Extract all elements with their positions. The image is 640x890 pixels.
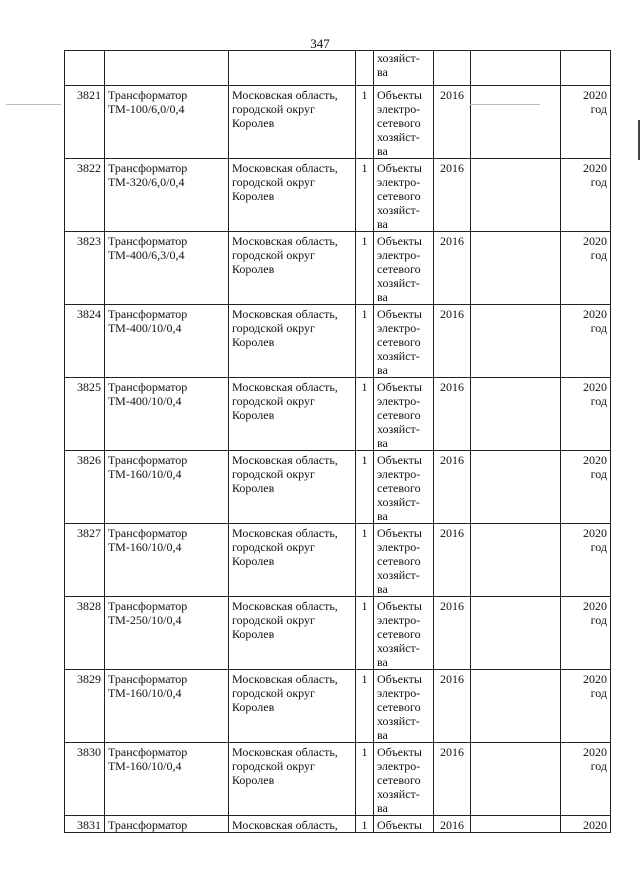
cell-qty: 1 (356, 816, 374, 833)
table-row (65, 232, 611, 305)
table-row (65, 597, 611, 670)
cell-empty (471, 378, 561, 451)
scan-mark (6, 104, 61, 105)
cell-qty: 1 (356, 232, 374, 305)
cell-plan: 2020 год (561, 451, 611, 524)
cell-num (65, 51, 105, 86)
cell-qty: 1 (356, 86, 374, 159)
cell-plan: 2020 год (561, 597, 611, 670)
cell-location: Московская область, городской округ Королев (229, 305, 356, 378)
cell-num: 3821 (65, 86, 105, 159)
cell-type: Объекты электро- сетевого хозяйст- ва (374, 743, 434, 816)
cell-num: 3823 (65, 232, 105, 305)
cell-location: Московская область, городской округ Королев (229, 670, 356, 743)
table-row-continuation (65, 51, 611, 86)
cell-num: 3828 (65, 597, 105, 670)
cell-qty: 1 (356, 451, 374, 524)
cell-type: Объекты электро- сетевого хозяйст- ва (374, 378, 434, 451)
table-row (65, 670, 611, 743)
table-row (65, 524, 611, 597)
cell-location: Московская область, городской округ Королев (229, 597, 356, 670)
table-row (65, 305, 611, 378)
cell-type: Объекты электро- сетевого хозяйст- ва (374, 597, 434, 670)
cell-name: Трансформатор ТМ-320/6,0/0,4 (105, 159, 229, 232)
cell-type: Объекты электро- сетевого хозяйст- ва (374, 524, 434, 597)
cell-plan: 2020 год (561, 86, 611, 159)
registry-table (64, 50, 611, 833)
cell-year (434, 51, 471, 86)
cell-empty (471, 86, 561, 159)
cell-type: Объекты (374, 816, 434, 833)
cell-num: 3829 (65, 670, 105, 743)
cell-year: 2016 (434, 451, 471, 524)
cell-empty (471, 816, 561, 833)
cell-name: Трансформатор ТМ-100/6,0/0,4 (105, 86, 229, 159)
cell-num: 3831 (65, 816, 105, 833)
cell-qty: 1 (356, 524, 374, 597)
cell-name: Трансформатор ТМ-400/10/0,4 (105, 305, 229, 378)
cell-type: Объекты электро- сетевого хозяйст- ва (374, 232, 434, 305)
cell-qty: 1 (356, 597, 374, 670)
cell-name: Трансформатор ТМ-160/10/0,4 (105, 451, 229, 524)
cell-empty (471, 51, 561, 86)
cell-name: Трансформатор ТМ-400/6,3/0,4 (105, 232, 229, 305)
table-row (65, 451, 611, 524)
cell-year: 2016 (434, 524, 471, 597)
cell-type: хозяйст- ва (374, 51, 434, 86)
cell-plan: 2020 год (561, 524, 611, 597)
cell-num: 3825 (65, 378, 105, 451)
cell-year: 2016 (434, 378, 471, 451)
cell-qty: 1 (356, 670, 374, 743)
cell-location: Московская область, городской округ Королев (229, 232, 356, 305)
cell-year: 2016 (434, 159, 471, 232)
cell-qty: 1 (356, 305, 374, 378)
cell-empty (471, 524, 561, 597)
cell-year: 2016 (434, 305, 471, 378)
cell-qty: 1 (356, 378, 374, 451)
cell-num: 3830 (65, 743, 105, 816)
cell-location (229, 51, 356, 86)
cell-name: Трансформатор ТМ-160/10/0,4 (105, 743, 229, 816)
cell-type: Объекты электро- сетевого хозяйст- ва (374, 305, 434, 378)
cell-type: Объекты электро- сетевого хозяйст- ва (374, 159, 434, 232)
table-row (65, 378, 611, 451)
cell-plan: 2020 год (561, 743, 611, 816)
cell-plan: 2020 год (561, 378, 611, 451)
cell-empty (471, 159, 561, 232)
cell-name (105, 51, 229, 86)
cell-plan: 2020 год (561, 670, 611, 743)
cell-location: Московская область, городской округ Королев (229, 86, 356, 159)
scan-mark (470, 104, 540, 105)
cell-num: 3824 (65, 305, 105, 378)
cell-location: Московская область, городской округ Королев (229, 524, 356, 597)
table-row (65, 86, 611, 159)
cell-location: Московская область, городской округ Королев (229, 378, 356, 451)
table-row (65, 816, 611, 833)
cell-name: Трансформатор ТМ-250/10/0,4 (105, 597, 229, 670)
cell-plan (561, 51, 611, 86)
cell-empty (471, 597, 561, 670)
cell-plan: 2020 год (561, 232, 611, 305)
registry-table-body (65, 51, 611, 833)
cell-qty (356, 51, 374, 86)
cell-year: 2016 (434, 743, 471, 816)
cell-location: Московская область, (229, 816, 356, 833)
cell-empty (471, 670, 561, 743)
cell-plan: 2020 год (561, 305, 611, 378)
cell-type: Объекты электро- сетевого хозяйст- ва (374, 86, 434, 159)
cell-type: Объекты электро- сетевого хозяйст- ва (374, 670, 434, 743)
cell-qty: 1 (356, 159, 374, 232)
cell-year: 2016 (434, 670, 471, 743)
cell-name: Трансформатор ТМ-400/10/0,4 (105, 378, 229, 451)
cell-location: Московская область, городской округ Королев (229, 451, 356, 524)
cell-empty (471, 743, 561, 816)
table-row (65, 159, 611, 232)
cell-num: 3822 (65, 159, 105, 232)
cell-empty (471, 305, 561, 378)
cell-name: Трансформатор (105, 816, 229, 833)
cell-plan: 2020 (561, 816, 611, 833)
cell-plan: 2020 год (561, 159, 611, 232)
cell-location: Московская область, городской округ Королев (229, 743, 356, 816)
cell-type: Объекты электро- сетевого хозяйст- ва (374, 451, 434, 524)
cell-year: 2016 (434, 597, 471, 670)
cell-year: 2016 (434, 86, 471, 159)
cell-empty (471, 232, 561, 305)
cell-empty (471, 451, 561, 524)
cell-qty: 1 (356, 743, 374, 816)
cell-name: Трансформатор ТМ-160/10/0,4 (105, 524, 229, 597)
cell-location: Московская область, городской округ Королев (229, 159, 356, 232)
cell-name: Трансформатор ТМ-160/10/0,4 (105, 670, 229, 743)
page-number: 347 (310, 36, 330, 51)
cell-num: 3827 (65, 524, 105, 597)
cell-num: 3826 (65, 451, 105, 524)
cell-year: 2016 (434, 816, 471, 833)
table-row (65, 743, 611, 816)
cell-year: 2016 (434, 232, 471, 305)
